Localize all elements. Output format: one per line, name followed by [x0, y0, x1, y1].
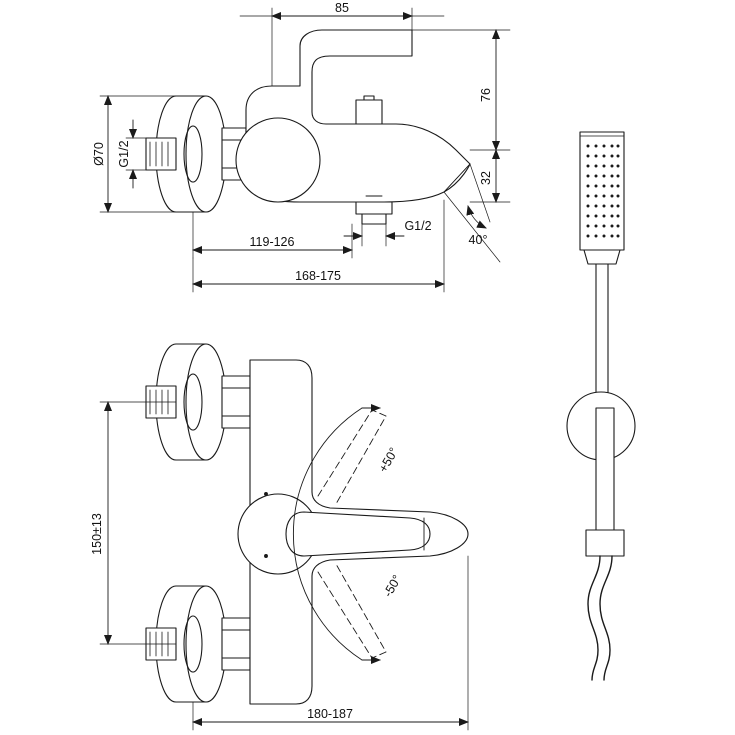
- dim-180-187: 180-187: [307, 707, 353, 721]
- dim-76: 76: [479, 88, 493, 102]
- dim-32: 32: [479, 171, 493, 185]
- dim-150-13: 150±13: [90, 513, 104, 555]
- dim-diameter-70: Ø70: [92, 142, 106, 166]
- view-side-elevation: [146, 30, 470, 224]
- dim-40-degrees: 40°: [468, 233, 488, 247]
- dim-g12-outlet: G1/2: [404, 219, 432, 233]
- dim-plus-50-degrees: +50°: [375, 445, 402, 475]
- inlet-nipple-left: [146, 138, 176, 170]
- handle-hub-side: [236, 118, 320, 202]
- dim-85: 85: [335, 1, 349, 15]
- view-front-elevation: [146, 344, 468, 704]
- view-handshower: [567, 132, 635, 680]
- diverter-knob: [356, 96, 382, 124]
- dim-minus-50-degrees: -50°: [380, 572, 405, 600]
- dim-g12-inlet: G1/2: [117, 140, 131, 168]
- handle-lever-front: [238, 493, 430, 574]
- hex-nut-upper: [222, 376, 250, 428]
- hex-nut-lower: [222, 618, 250, 670]
- dim-119-126: 119-126: [249, 235, 295, 249]
- dim-168-175: 168-175: [295, 269, 341, 283]
